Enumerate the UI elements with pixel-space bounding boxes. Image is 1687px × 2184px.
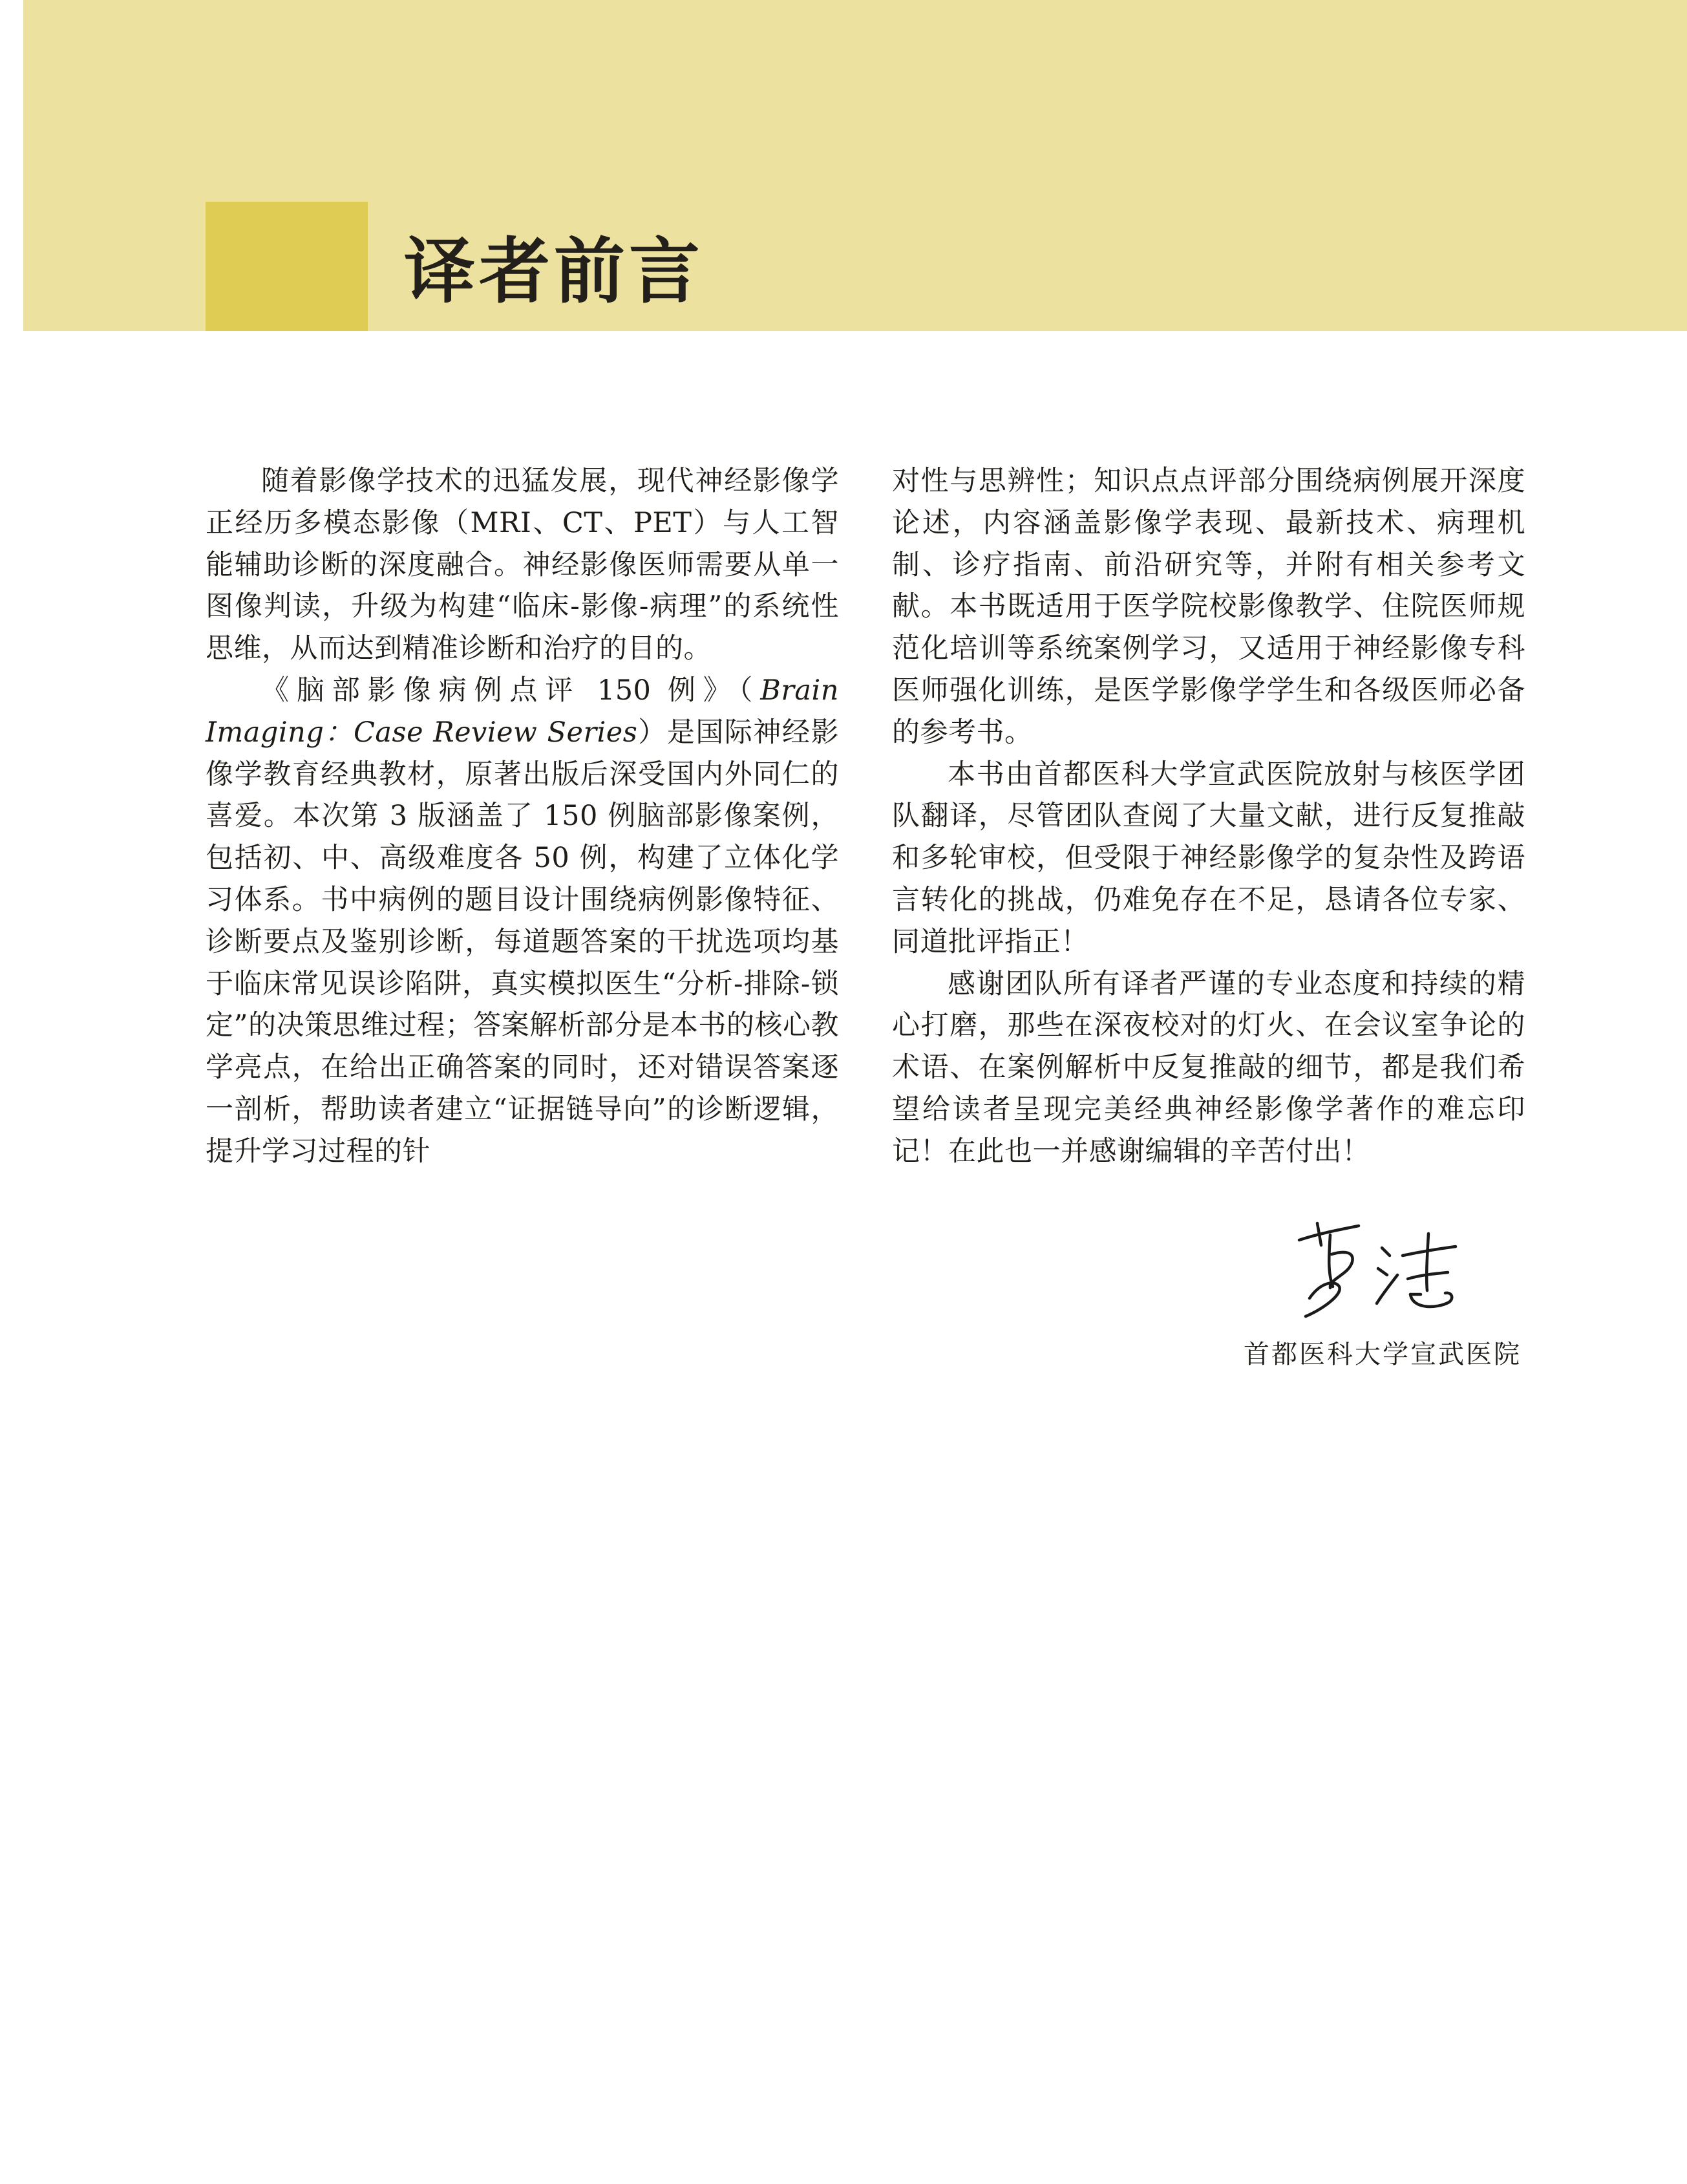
- signature-institution: 首都医科大学宣武医院: [1244, 1340, 1522, 1369]
- paragraph-book-description: [206, 670, 839, 1173]
- right-text-column: [892, 460, 1525, 1173]
- book-title-cn: 《脑部影像病例点评 150 例》（: [261, 674, 761, 707]
- paragraph-book-description-continued: 对性与思辨性；知识点点评部分围绕病例展开深度论述，内容涵盖影像学表现、最新技术、病理机制、诊疗指南、前沿研究等，并附有相关参考文献。本书既适用于医学院校影像教学、住院医师规范化培训等系统案例学习，又适用于神经影像专科医师强化训练，是医学影像学学生和各级医师必备的参考书。: [892, 465, 1525, 749]
- page-title: 译者前言: [404, 230, 704, 313]
- paragraph-acknowledgement: 感谢团队所有译者严谨的专业态度和持续的精心打磨，那些在深夜校对的灯火、在会议室争论的术语、在案例解析中反复推敲的细节，都是我们希望给读者呈现完美经典神经影像学著作的难忘印记！在此也一并感谢编辑的辛苦付出！: [892, 967, 1525, 1168]
- paragraph-translation-team: 本书由首都医科大学宣武医院放射与核医学团队翻译，尽管团队查阅了大量文献，进行反复推敲和多轮审校，但受限于神经影像学的复杂性及跨语言转化的挑战，仍难免存在不足，恳请各位专家、同道批评指正！: [892, 758, 1525, 958]
- book-title-en: Brain Imaging：Case Review Series: [206, 674, 839, 749]
- left-text-column: [206, 460, 839, 1173]
- handwritten-signature: [1293, 1209, 1467, 1332]
- paragraph-intro: 随着影像学技术的迅猛发展，现代神经影像学正经历多模态影像（MRI、CT、PET）与人工智能辅助诊断的深度融合。神经影像医师需要从单一图像判读，升级为构建“临床-影像-病理”的系统性思维，从而达到精准诊断和治疗的目的。: [206, 465, 839, 665]
- title-accent-block: [206, 202, 368, 331]
- book-description-text: ）是国际神经影像学教育经典教材，原著出版后深受国内外同仁的喜爱。本次第 3 版涵盖了 150 例脑部影像案例，包括初、中、高级难度各 50 例，构建了立体化学习体系。书中病例的题目设计围绕病例影像特征、诊断要点及鉴别诊断，每道题答案的干扰选项均基于临床常见误诊陷阱，真实模拟医生“分析-排除-锁定”的决策思维过程；答案解析部分是本书的核心教学亮点，在给出正确答案的同时，还对错误答案逐一剖析，帮助读者建立“证据链导向”的诊断逻辑，提升学习过程的针: [206, 716, 839, 1168]
